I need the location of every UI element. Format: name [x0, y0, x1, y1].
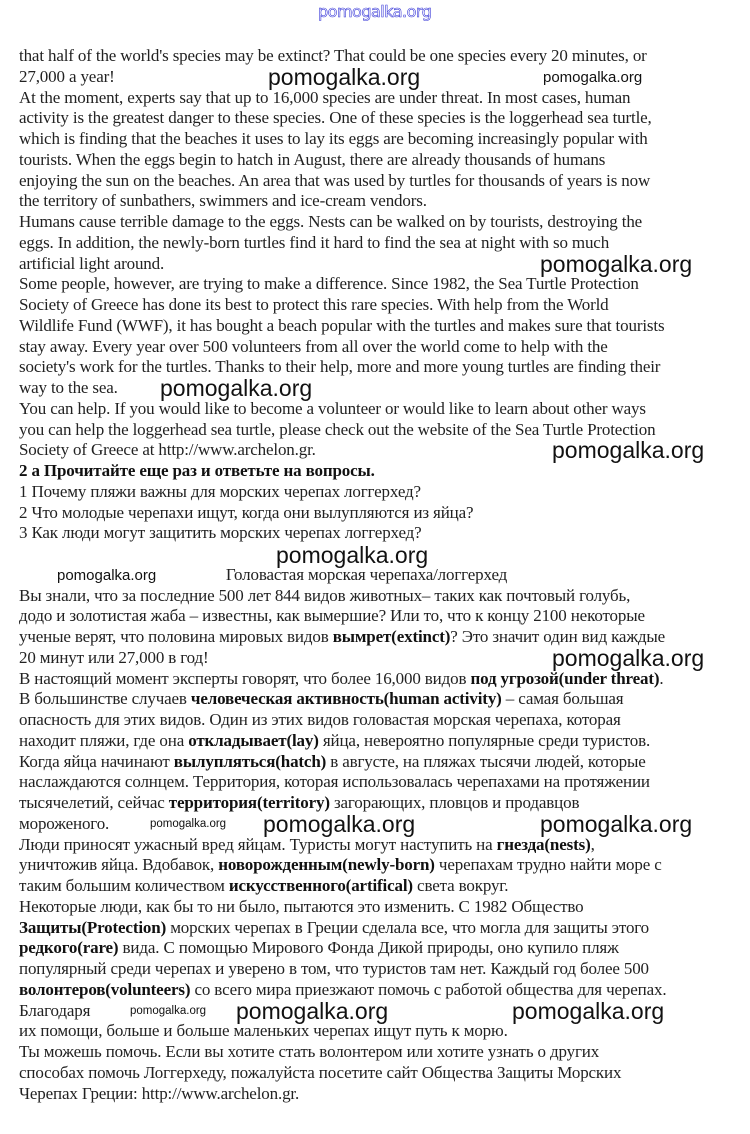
- watermark: pomogalka.org: [263, 811, 416, 837]
- text-segment: 2 Что молодые черепахи ищут, когда они вылупляются из яйца?: [19, 502, 474, 522]
- text-segment: you can help the loggerhead sea turtle, please check out the website of the Sea Turtle Protection: [19, 419, 656, 439]
- bold-text: 2 а Прочитайте еще раз и ответьте на вопросы.: [19, 461, 375, 480]
- text-line: [19, 752, 744, 773]
- watermark: pomogalka.org: [276, 542, 429, 568]
- text-segment: Люди приносят ужасный вред яйцам. Туристы могут наступить на: [19, 834, 497, 854]
- text-line: [19, 918, 744, 939]
- text-line: [19, 586, 744, 607]
- text-line: [19, 523, 744, 544]
- text-segment: Когда яйца начинают: [19, 751, 174, 771]
- watermark: pomogalka.org: [552, 437, 705, 463]
- text-segment: со всего мира приезжают помочь с работой общества для черепах.: [190, 979, 667, 999]
- text-segment: Society of Greece has done its best to protect this rare species. With help from the World: [19, 295, 609, 314]
- bold-text: человеческая активность(human activity): [190, 689, 502, 709]
- text-line: [19, 772, 744, 793]
- text-line: [19, 1042, 744, 1063]
- text-line: [19, 503, 744, 524]
- text-segment: Черепах Греции: http://www.archelon.gr.: [19, 1083, 300, 1103]
- text-segment: Благодаря: [19, 1000, 91, 1020]
- bold-text: волонтеров(volunteers): [19, 979, 191, 999]
- text-line: [19, 855, 744, 876]
- text-segment: which is finding that the beaches it uses to lay its eggs are becoming increasingly popular with: [19, 129, 648, 148]
- watermark: pomogalka.org: [543, 69, 643, 86]
- text-segment: 3 Как люди могут защитить морских черепах логгерхед?: [19, 523, 422, 543]
- text-line: [19, 731, 744, 752]
- text-segment: Головастая морская черепаха/логгерхед: [225, 564, 508, 584]
- text-segment: морских черепах в Греции сделала все, что могла для защиты этого: [166, 917, 650, 937]
- watermark: pomogalka.org: [540, 251, 693, 277]
- text-line: [19, 1084, 744, 1105]
- text-segment: таким большим количеством: [19, 876, 229, 895]
- text-segment: .: [659, 668, 664, 688]
- text-segment: мороженого.: [19, 813, 110, 833]
- text-line: [19, 876, 744, 897]
- header-watermark: pomogalka.org: [318, 2, 432, 21]
- watermark: pomogalka.org: [57, 567, 157, 584]
- text-segment: Ты можешь помочь. Если вы хотите стать волонтером или хотите узнать о других: [19, 1042, 600, 1061]
- watermark: pomogalka.org: [236, 998, 389, 1024]
- bold-text: вылупляться(hatch): [173, 751, 327, 771]
- bold-text: откладывает(lay): [188, 730, 319, 750]
- text-segment: tourists. When the eggs begin to hatch in August, there are already thousands of humans: [19, 149, 606, 169]
- text-line: [19, 606, 744, 627]
- watermark: pomogalka.org: [130, 1005, 207, 1017]
- text-segment: Некоторые люди, как бы то ни было, пытаются это изменить. С 1982 Общество: [19, 896, 584, 916]
- text-line: [19, 316, 744, 337]
- text-segment: опасность для этих видов. Один из этих видов головастая морская черепаха, которая: [19, 710, 621, 729]
- text-segment: – самая большая: [501, 689, 624, 709]
- text-segment: Wildlife Fund (WWF), it has bought a beach popular with the turtles and makes sure that tourists: [19, 315, 665, 335]
- text-line: [19, 191, 744, 212]
- text-segment: уничтожив яйца. Вдобавок,: [19, 855, 219, 875]
- text-line: [19, 337, 744, 358]
- watermark: pomogalka.org: [268, 64, 421, 90]
- text-segment: At the moment, experts say that up to 16,000 species are under threat. In most cases, human: [19, 87, 631, 107]
- text-segment: eggs. In addition, the newly-born turtles find it hard to find the sea at night with so much: [19, 232, 610, 252]
- text-segment: В настоящий момент эксперты говорят, что более 16,000 видов: [19, 668, 471, 688]
- text-line: [19, 669, 744, 690]
- text-line: [19, 295, 744, 316]
- text-segment: artificial light around.: [19, 253, 165, 273]
- text-segment: загорающих, пловцов и продавцов: [329, 793, 580, 812]
- text-line: [19, 375, 744, 401]
- text-segment: activity is the greatest danger to these species. One of these species is the loggerhead sea turtle,: [19, 108, 652, 128]
- text-segment: находит пляжи, где она: [19, 730, 189, 750]
- text-segment: society's work for the turtles. Thanks to their help, more and more young turtles are finding their: [19, 357, 661, 377]
- text-segment: додо и золотистая жаба – известны, как вымершие? Или то, что к концу 2100 некоторые: [19, 606, 645, 626]
- text-line: [19, 897, 744, 918]
- watermark: pomogalka.org: [150, 818, 227, 830]
- text-line: [19, 1063, 744, 1084]
- text-segment: Some people, however, are trying to make a difference. Since 1982, the Sea Turtle Protection: [19, 274, 639, 294]
- text-segment: Вы знали, что за последние 500 лет 844 видов животных– таких как почтовый голубь,: [19, 585, 631, 605]
- bold-text: Защиты(Protection): [19, 917, 167, 937]
- text-segment: the territory of sunbathers, swimmers and ice-cream vendors.: [19, 191, 427, 211]
- text-segment: черепахам трудно найти море с: [434, 855, 662, 875]
- text-segment: stay away. Every year over 500 volunteers from all over the world come to help with the: [19, 336, 608, 356]
- bold-text: вымрет(extinct): [332, 627, 451, 646]
- bold-text: под угрозой(under threat): [470, 668, 660, 688]
- text-segment: Humans cause terrible damage to the eggs. Nests can be walked on by tourists, destroying the: [19, 212, 643, 231]
- text-line: [19, 129, 744, 150]
- text-line: [19, 461, 744, 482]
- text-segment: 27,000 a year!: [19, 66, 115, 86]
- text-segment: 1 Почему пляжи важны для морских черепах логгерхед?: [19, 481, 421, 501]
- text-segment: наслаждаются солнцем. Территория, которая использовалась черепахами на протяжении: [19, 772, 650, 792]
- text-line: [19, 710, 744, 731]
- text-line: [19, 274, 744, 295]
- watermark: pomogalka.org: [160, 375, 313, 401]
- watermark: pomogalka.org: [552, 645, 705, 671]
- text-segment: вида. С помощью Мирового Фонда Дикой природы, оно купило пляж: [118, 938, 619, 958]
- text-segment: В большинстве случаев: [19, 689, 191, 709]
- bold-text: искусственного(artifical): [228, 876, 413, 895]
- text-segment: яйца, невероятно популярные среди туристов.: [318, 730, 651, 750]
- text-segment: популярный среди черепах и уверено в том, что туристов там нет. Каждый год более 500: [19, 959, 649, 978]
- text-line: [19, 1021, 744, 1042]
- text-line: [19, 399, 744, 420]
- text-line: [19, 357, 744, 378]
- bold-text: новорожденным(newly-born): [218, 855, 435, 875]
- bold-text: редкого(rare): [19, 938, 119, 958]
- watermark: pomogalka.org: [512, 998, 665, 1024]
- text-line: [19, 938, 744, 959]
- text-line: [19, 150, 744, 171]
- text-segment: тысячелетий, сейчас: [19, 793, 169, 812]
- text-segment: ? Это значит один вид каждые: [450, 627, 666, 646]
- text-segment: ученые верят, что половина мировых видов: [19, 627, 333, 646]
- text-line: [19, 108, 744, 129]
- text-line: [19, 835, 744, 856]
- text-segment: ,: [590, 834, 595, 854]
- text-segment: в августе, на пляжах тысячи людей, которые: [326, 751, 646, 771]
- text-segment: способах помочь Логгерхеду, пожалуйста посетите сайт Общества Защиты Морских: [19, 1062, 622, 1082]
- text-segment: way to the sea.: [19, 378, 118, 397]
- text-segment: You can help. If you would like to become a volunteer or would like to learn about other ways: [19, 398, 646, 418]
- text-segment: Society of Greece at http://www.archelon.gr.: [19, 440, 316, 460]
- text-line: [19, 171, 744, 192]
- text-segment: enjoying the sun on the beaches. An area that was used by turtles for thousands of years is now: [19, 170, 651, 190]
- text-segment: света вокруг.: [412, 876, 509, 895]
- text-line: [19, 212, 744, 233]
- text-line: [19, 88, 744, 109]
- text-segment: that half of the world's species may be extinct? That could be one species every 20 minutes, or: [19, 46, 647, 65]
- bold-text: территория(territory): [168, 793, 330, 812]
- text-line: [19, 959, 744, 980]
- bold-text: гнезда(nests): [496, 834, 591, 854]
- text-line: [19, 689, 744, 710]
- text-line: [19, 482, 744, 503]
- text-segment: их помощи, больше и больше маленьких черепах ищут путь к морю.: [19, 1021, 508, 1041]
- text-segment: 20 минут или 27,000 в год!: [19, 647, 209, 667]
- watermark: pomogalka.org: [540, 811, 693, 837]
